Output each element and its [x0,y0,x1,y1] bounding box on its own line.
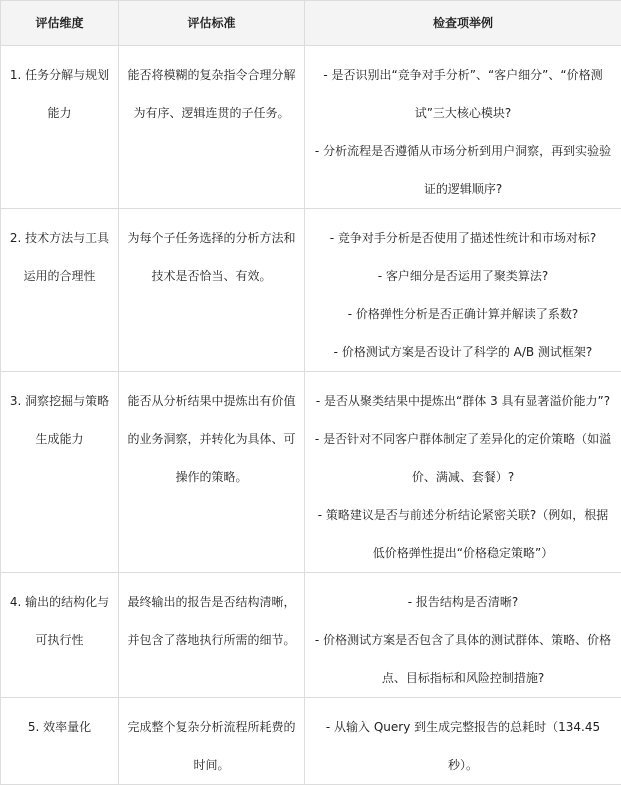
dimension-cell: 2. 技术方法与工具运用的合理性 [1,209,119,372]
table-row [1,573,621,698]
example-item: - 价格弹性分析是否正确计算并解读了系数? [313,295,613,333]
table-row [1,209,621,372]
criterion-cell: 最终输出的报告是否结构清晰，并包含了落地执行所需的细节。 [119,573,305,698]
example-item: - 分析流程是否遵循从市场分析到用户洞察，再到实验验证的逻辑顺序? [313,132,613,208]
dimension-cell: 1. 任务分解与规划能力 [1,46,119,209]
criterion-cell: 能否将模糊的复杂指令合理分解为有序、逻辑连贯的子任务。 [119,46,305,209]
table-row [1,46,621,209]
header-criterion: 评估标准 [119,1,305,46]
table-row [1,698,621,785]
examples-cell [305,573,621,698]
example-item: - 价格测试方案是否设计了科学的 A/B 测试框架? [313,333,613,371]
criterion-cell: 为每个子任务选择的分析方法和技术是否恰当、有效。 [119,209,305,372]
examples-cell [305,209,621,372]
dimension-cell: 3. 洞察挖掘与策略生成能力 [1,372,119,573]
examples-cell [305,46,621,209]
criterion-cell: 完成整个复杂分析流程所耗费的时间。 [119,698,305,785]
header-dimension: 评估维度 [1,1,119,46]
example-item: - 竞争对手分析是否使用了描述性统计和市场对标? [313,219,613,257]
dimension-cell: 5. 效率量化 [1,698,119,785]
example-item: - 策略建议是否与前述分析结论紧密关联?（例如，根据低价格弹性提出“价格稳定策略”） [313,496,613,572]
example-item: - 是否针对不同客户群体制定了差异化的定价策略（如溢价、满减、套餐）? [313,420,613,496]
criterion-cell: 能否从分析结果中提炼出有价值的业务洞察，并转化为具体、可操作的策略。 [119,372,305,573]
example-item: - 是否从聚类结果中提炼出“群体 3 具有显著溢价能力”? [313,382,613,420]
examples-cell [305,698,621,785]
dimension-cell: 4. 输出的结构化与可执行性 [1,573,119,698]
examples-cell [305,372,621,573]
table-header-row [1,1,621,46]
example-item: - 是否识别出“竞争对手分析”、“客户细分”、“价格测试”三大核心模块? [313,56,613,132]
header-examples: 检查项举例 [305,1,621,46]
example-item: - 从输入 Query 到生成完整报告的总耗时（134.45 秒）。 [313,708,613,784]
example-item: - 报告结构是否清晰? [313,583,613,621]
example-item: - 价格测试方案是否包含了具体的测试群体、策略、价格点、目标指标和风险控制措施? [313,621,613,697]
table-row [1,372,621,573]
example-item: - 客户细分是否运用了聚类算法? [313,257,613,295]
